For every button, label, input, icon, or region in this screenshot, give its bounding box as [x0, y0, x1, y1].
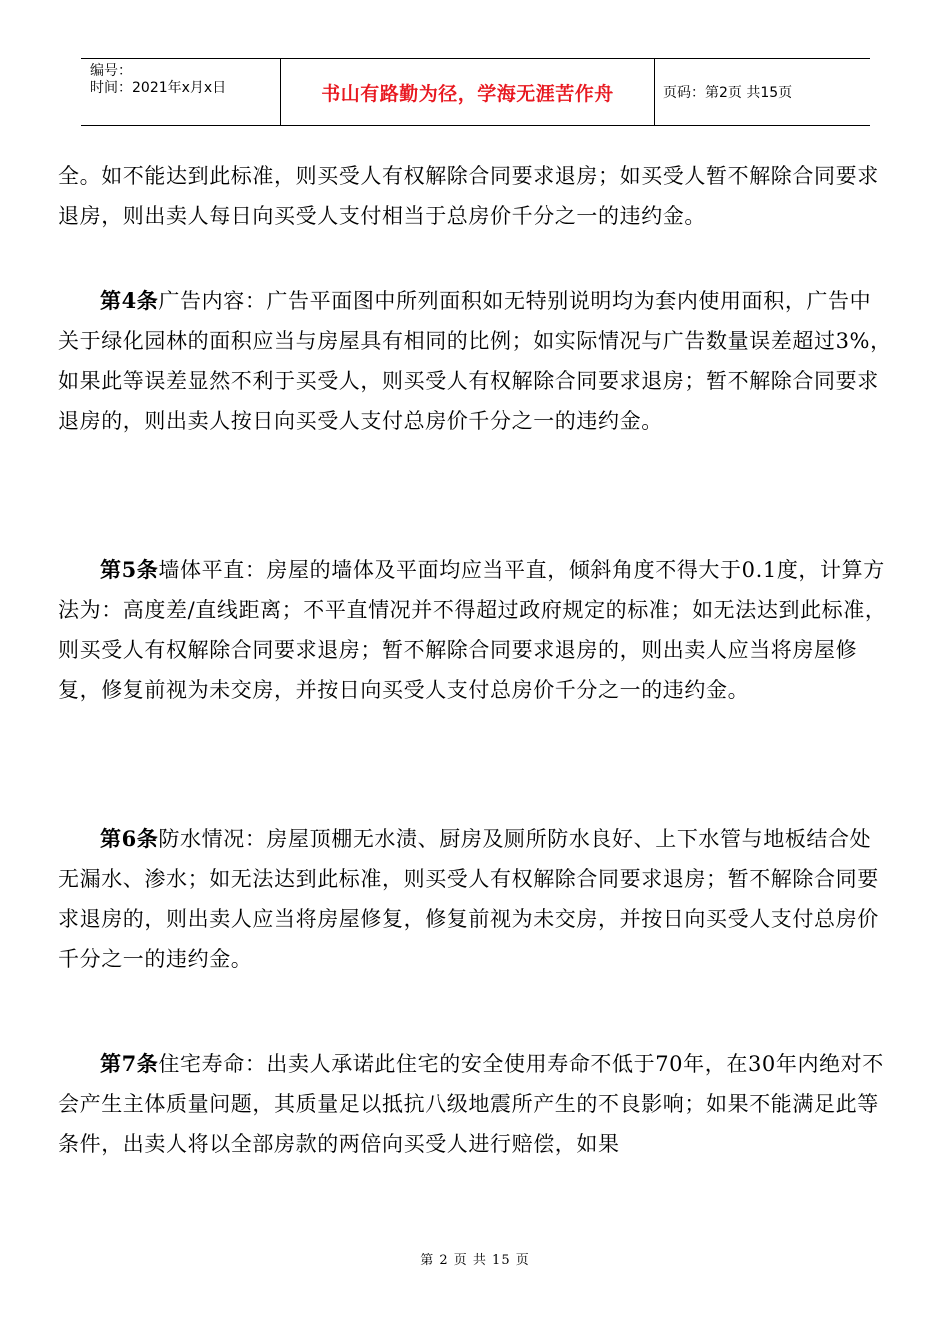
article-number: 第5条	[100, 557, 159, 582]
header-meta	[81, 59, 281, 125]
paragraph-body: 防水情况：房屋顶棚无水渍、厨房及厕所防水良好、上下水管与地板结合处无漏水、渗水；如无法达到此标准，则买受人有权解除合同要求退房；暂不解除合同要求退房的，则出卖人应当将房屋修复，修复前视为未交房，并按日向买受人支付总房价千分之一的违约金。	[58, 827, 879, 971]
article-number: 第6条	[100, 826, 159, 851]
article-number: 第7条	[100, 1051, 159, 1076]
article-4	[58, 281, 892, 441]
article-6	[58, 819, 892, 979]
article-number: 第4条	[100, 288, 159, 313]
paragraph-body: 广告内容：广告平面图中所列面积如无特别说明均为套内使用面积，广告中关于绿化园林的面积应当与房屋具有相同的比例；如实际情况与广告数量误差超过3%，如果此等误差显然不利于买受人，则买受人有权解除合同要求退房；暂不解除合同要求退房的，则出卖人按日向买受人支付总房价千分之一的违约金。	[58, 289, 892, 433]
paragraph-body: 住宅寿命：出卖人承诺此住宅的安全使用寿命不低于70年，在30年内绝对不会产生主体质量问题，其质量足以抵抗八级地震所产生的不良影响；如果不能满足此等条件，出卖人将以全部房款的两倍向买受人进行赔偿，如果	[58, 1052, 884, 1156]
paragraph-continuation	[58, 156, 892, 236]
page-footer	[0, 1249, 950, 1268]
article-5	[58, 550, 892, 710]
document-header	[81, 58, 870, 126]
header-page-cell	[655, 59, 870, 125]
time-label: 时间：2021年x月x日	[90, 80, 227, 96]
paragraph-body: 墙体平直：房屋的墙体及平面均应当平直，倾斜角度不得大于0.1度，计算方法为：高度差/直线距离；不平直情况并不得超过政府规定的标准；如无法达到此标准，则买受人有权解除合同要求退房；暂不解除合同要求退房的，则出卖人应当将房屋修复，修复前视为未交房，并按日向买受人支付总房价千分之一的违约金。	[58, 558, 887, 702]
footer-page-number: 第 2 页 共 15 页	[420, 1253, 530, 1268]
page-info: 页码：第2页 共15页	[663, 85, 793, 101]
number-label: 编号：	[90, 63, 132, 79]
header-motto-cell	[281, 59, 655, 125]
article-7	[58, 1044, 892, 1164]
motto-text: 书山有路勤为径，学海无涯苦作舟	[321, 82, 614, 105]
paragraph-body: 全。如不能达到此标准，则买受人有权解除合同要求退房；如买受人暂不解除合同要求退房，则出卖人每日向买受人支付相当于总房价千分之一的违约金。	[58, 164, 879, 228]
